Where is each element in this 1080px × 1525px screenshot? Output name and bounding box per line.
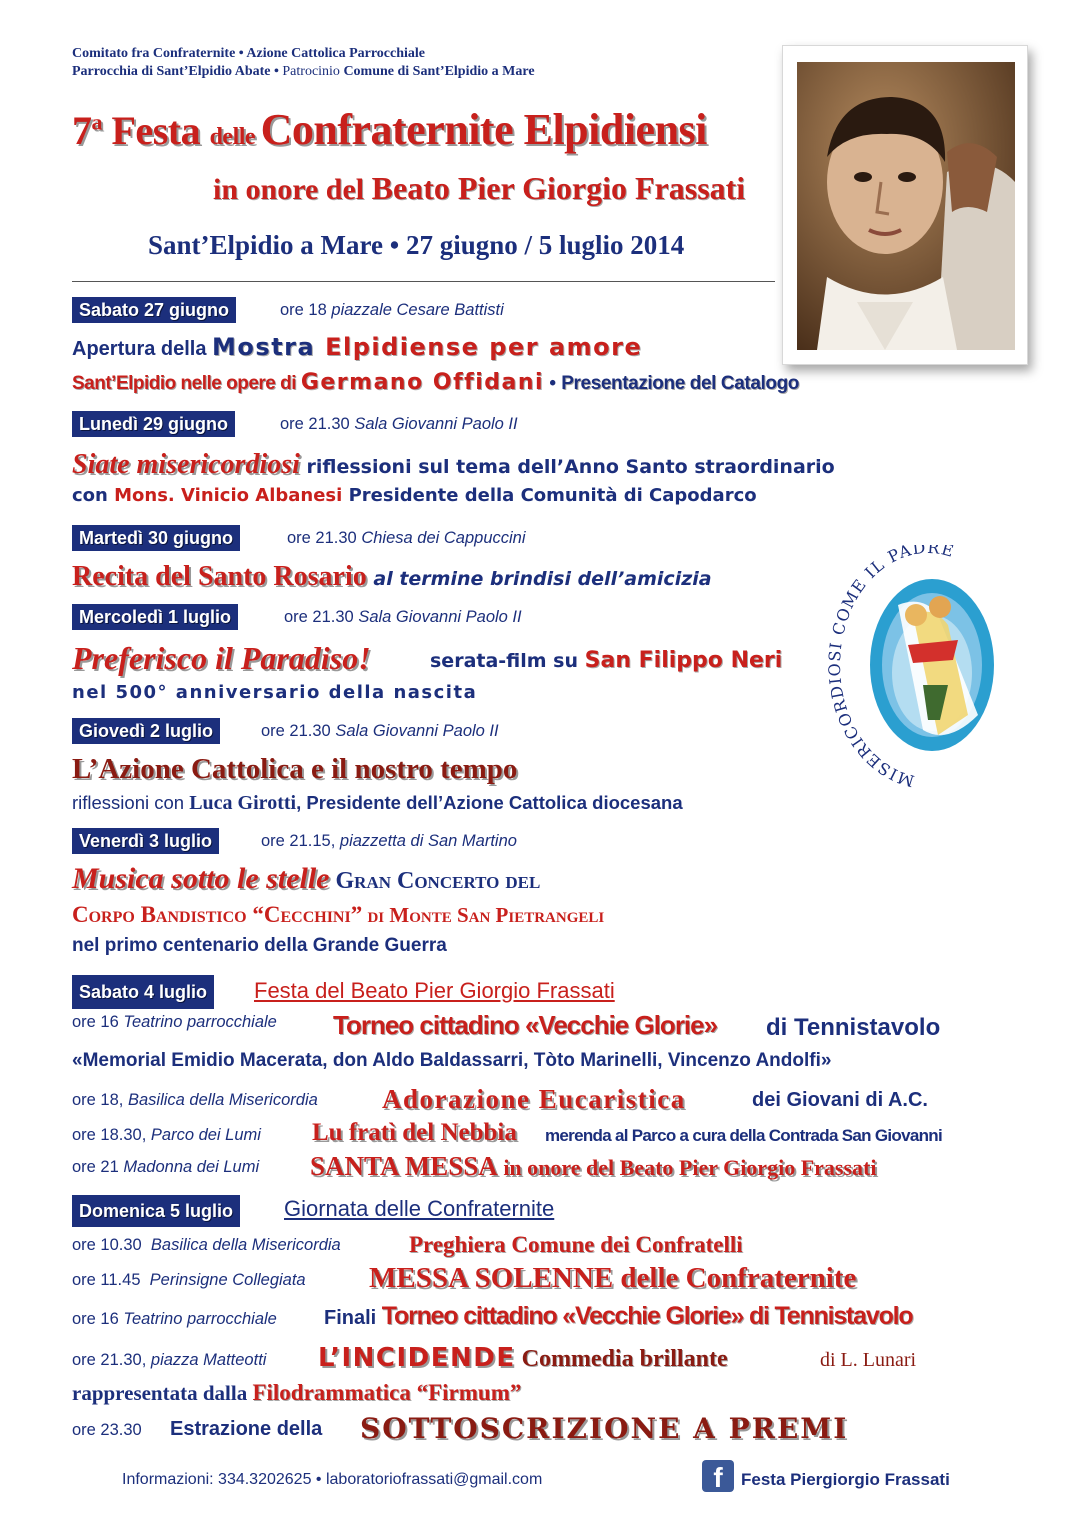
event8-r2-time: ore 11.45 [72, 1271, 141, 1289]
facebook-icon[interactable]: f [702, 1460, 734, 1492]
event1-line1 [72, 333, 642, 361]
portrait-image [797, 62, 1015, 350]
event7-youth: dei Giovani di A.C. [752, 1089, 928, 1111]
jubilee-ring-textpath: MISERICORD COME IL PADRE [828, 545, 957, 791]
event4-line1b [430, 648, 782, 673]
event1-catalog: Presentazione del Catalogo [561, 373, 799, 394]
event2-line2 [72, 485, 757, 506]
contact-info: Informazioni: 334.3202625 • laboratoriofrassati@gmail.com [122, 1471, 543, 1488]
event5-location: Sala Giovanni Paolo II [335, 722, 499, 740]
organizers-line-1 [72, 46, 425, 62]
event5-title: L’Azione Cattolica e il nostro tempo [72, 753, 518, 785]
event6-line1 [72, 862, 540, 896]
event8-mass-confraternities: delle Confraternite [613, 1262, 857, 1294]
event5-time: ore 21.30 [261, 722, 331, 740]
event7-r1-time: ore 16 [72, 1013, 124, 1031]
header-divider [72, 281, 775, 282]
event3-note: al termine brindisi dell’amicizia [366, 568, 712, 590]
event5-speaker: Luca Girotti [189, 792, 297, 814]
event7-mass-title: SANTA MESSA [310, 1151, 498, 1181]
place-and-dates: Sant’Elpidio a Mare • 27 giugno / 5 luglio 2014 [148, 230, 685, 260]
event4-location: Sala Giovanni Paolo II [358, 608, 522, 626]
event8-performed-by: rappresentata dalla [72, 1381, 253, 1405]
event8-theatre-group: Filodrammatica “Firmum” [252, 1380, 522, 1405]
event7-row4 [72, 1126, 261, 1145]
event1-time: ore 18 [280, 301, 327, 319]
event4-film-title: Preferisco il Paradiso! [72, 640, 371, 676]
event3-time: ore 21.30 [287, 529, 357, 547]
event6-time: ore 21.15, [261, 832, 336, 850]
event8-r4-time: ore 21.30, [72, 1351, 151, 1369]
event7-r3-location: Basilica della Misericordia [127, 1091, 318, 1109]
org-patronage-label: Patrocinio [282, 64, 340, 79]
event7-r1-location: Teatrino parrocchiale [123, 1013, 277, 1031]
event5-line2 [72, 792, 683, 815]
event6-band-town: di Monte San Pietrangeli [362, 903, 605, 927]
event7-r4-location: Parco dei Lumi [150, 1126, 261, 1144]
event8-row3-title [324, 1302, 912, 1331]
event8-row4-title [318, 1343, 728, 1373]
event1-line2 [72, 370, 799, 395]
org-azione-cattolica: Azione Cattolica Parrocchiale [246, 46, 425, 61]
event7-adoration: Adorazione Eucaristica [382, 1084, 686, 1114]
event5-meta [261, 722, 499, 741]
event7-memorial-label: «Memorial [72, 1050, 172, 1071]
event8-draw: Estrazione della [170, 1418, 323, 1440]
event2-topic: riflessioni sul tema dell’Anno Santo straordinario [299, 456, 835, 478]
date-badge-martedi-30: Martedì 30 giugno [72, 525, 240, 551]
event8-lottery: SOTTOSCRIZIONE A PREMI [360, 1412, 849, 1445]
event6-title: Musica sotto le stelle [72, 862, 330, 895]
event8-row5 [72, 1380, 521, 1406]
event7-r5-location: Madonna dei Lumi [123, 1158, 260, 1176]
event8-r3-time: ore 16 [72, 1310, 124, 1328]
event6-band: Corpo Bandistico “Cecchini” [72, 902, 363, 927]
org-parish: Parrocchia di Sant’Elpidio Abate [72, 64, 271, 79]
event3-location: Chiesa dei Cappuccini [361, 529, 526, 547]
event3-line1 [72, 561, 712, 593]
subtitle-prefix: in onore del [213, 173, 372, 206]
event8-row4 [72, 1351, 266, 1370]
event7-frati-nebbia: Lu fratì del Nebbia [312, 1119, 517, 1146]
event4-anniversary: nel 500° anniversario della nascita [72, 682, 478, 703]
event7-row2 [72, 1050, 831, 1072]
event7-row1 [72, 1013, 277, 1032]
event2-location: Sala Giovanni Paolo II [354, 415, 518, 433]
event8-r1-location: Basilica della Misericordia [150, 1236, 341, 1254]
event7-snack: merenda al Parco a cura della Contrada San Giovanni [545, 1126, 943, 1145]
date-badge-domenica-5: Domenica 5 luglio [72, 1195, 240, 1227]
event4-time: ore 21.30 [284, 608, 354, 626]
date-badge-mercoledi-1: Mercoledì 1 luglio [72, 604, 238, 630]
event8-mass-title: MESSA SOLENNE [369, 1262, 614, 1294]
event3-title: Recita del Santo Rosario [72, 561, 367, 592]
event2-with: con [72, 485, 115, 506]
event1-intro: Apertura della [72, 338, 213, 360]
event1-meta [280, 301, 504, 320]
event7-heading: Festa del Beato Pier Giorgio Frassati [254, 978, 615, 1003]
event7-row5 [72, 1158, 259, 1177]
event8-row1 [72, 1236, 341, 1255]
page-subtitle [213, 170, 745, 207]
event2-line1 [72, 449, 835, 481]
event8-r6-time: ore 23.30 [72, 1421, 142, 1439]
portrait-drawing [797, 62, 1015, 350]
bullet: • [273, 64, 279, 79]
event8-heading: Giornata delle Confraternite [284, 1196, 555, 1221]
event5-with: riflessioni con [72, 792, 190, 813]
event4-saint: San Filippo Neri [584, 648, 783, 673]
page-title [72, 104, 707, 155]
event1-mostra: Mostra [212, 333, 316, 361]
subtitle-name: Beato Pier Giorgio Frassati [371, 170, 746, 206]
jubilee-logo [828, 545, 1028, 795]
saint-portrait [782, 45, 1028, 365]
event6-location: piazzetta di San Martino [339, 832, 517, 850]
event2-time: ore 21.30 [280, 415, 350, 433]
event8-play-title: L’INCIDENDE [318, 1343, 516, 1373]
event8-r1-time: ore 10.30 [72, 1236, 142, 1254]
event6-concert: Gran Concerto del [329, 868, 541, 894]
event7-memorial-names: Emidio Macerata, don Aldo Baldassarri, Tòto Marinelli, Vincenzo Andolfi» [171, 1050, 832, 1071]
event7-mass-dedication: in onore del Beato Pier Giorgio Frassati [497, 1155, 877, 1180]
title-ordinal: a [91, 109, 102, 135]
event7-row1-title [333, 1010, 717, 1041]
event2-speaker: Mons. Vinicio Albanesi [114, 485, 343, 506]
event1-location: piazzale Cesare Battisti [331, 301, 504, 319]
event1-subtitle: Sant’Elpidio nelle opere di [72, 373, 301, 394]
event8-solemn-mass [369, 1262, 856, 1295]
event8-finals: Finali [324, 1307, 382, 1329]
event7-r3-time: ore 18, [72, 1091, 128, 1109]
event7-tournament: Torneo cittadino «Vecchie Glorie» [333, 1010, 718, 1040]
organizers-line-2 [72, 64, 535, 80]
event7-mass [310, 1151, 876, 1182]
org-municipality: Comune di Sant’Elpidio a Mare [343, 64, 535, 79]
event8-r4-location: piazza Matteotti [150, 1351, 267, 1369]
date-badge-lunedi-29: Lunedì 29 giugno [72, 411, 235, 437]
org-committee: Comitato fra Confraternite [72, 46, 236, 61]
event2-speaker-role: Presidente della Comunità di Capodarco [342, 485, 757, 506]
event3-meta [287, 529, 526, 548]
title-festa: Festa [102, 108, 210, 153]
event7-row3 [72, 1091, 318, 1110]
event4-line1 [72, 640, 371, 677]
event8-prayer: Preghiera Comune dei Confratelli [409, 1232, 743, 1257]
event8-row6 [72, 1421, 142, 1440]
event8-tournament: Torneo cittadino «Vecchie Glorie» di Tennistavolo [381, 1302, 913, 1330]
title-delle: delle [209, 124, 261, 150]
event1-exhibition-title: Elpidiense per amore [315, 333, 643, 361]
facebook-page-link[interactable]: Festa Piergiorgio Frassati [741, 1470, 950, 1489]
event6-centenary: nel primo centenario della Grande Guerra [72, 935, 447, 956]
event5-speaker-role: , Presidente dell’Azione Cattolica diocesana [296, 792, 683, 813]
date-badge-sabato-27: Sabato 27 giugno [72, 297, 236, 323]
event2-title: Siate misericordiosi [72, 449, 300, 480]
title-main: Confraternite Elpidiensi [260, 105, 707, 154]
event8-row2 [72, 1271, 306, 1290]
event7-r5-time: ore 21 [72, 1158, 124, 1176]
date-badge-sabato-4: Sabato 4 luglio [72, 975, 214, 1009]
event8-author: di L. Lunari [820, 1349, 917, 1371]
event8-comedy: Commedia brillante [515, 1346, 728, 1372]
event6-meta [261, 832, 517, 851]
date-badge-venerdi-3: Venerdì 3 luglio [72, 828, 219, 854]
event7-tennistavolo: di Tennistavolo [766, 1014, 941, 1041]
date-badge-giovedi-2: Giovedì 2 luglio [72, 718, 220, 744]
title-number: 7 [72, 108, 92, 153]
event7-r4-time: ore 18.30, [72, 1126, 151, 1144]
event2-meta [280, 415, 518, 434]
event4-film-label: serata-film su [430, 650, 585, 672]
event1-artist: Germano Offidani [300, 370, 545, 395]
event8-r2-location: Perinsigne Collegiata [149, 1271, 306, 1289]
jubilee-logo-drawing [828, 545, 1028, 795]
event6-line2 [72, 902, 604, 928]
event8-r3-location: Teatrino parrocchiale [123, 1310, 277, 1328]
event8-row3 [72, 1310, 277, 1329]
event4-meta [284, 608, 522, 627]
bullet: • [238, 46, 244, 61]
bullet: • [544, 373, 562, 394]
